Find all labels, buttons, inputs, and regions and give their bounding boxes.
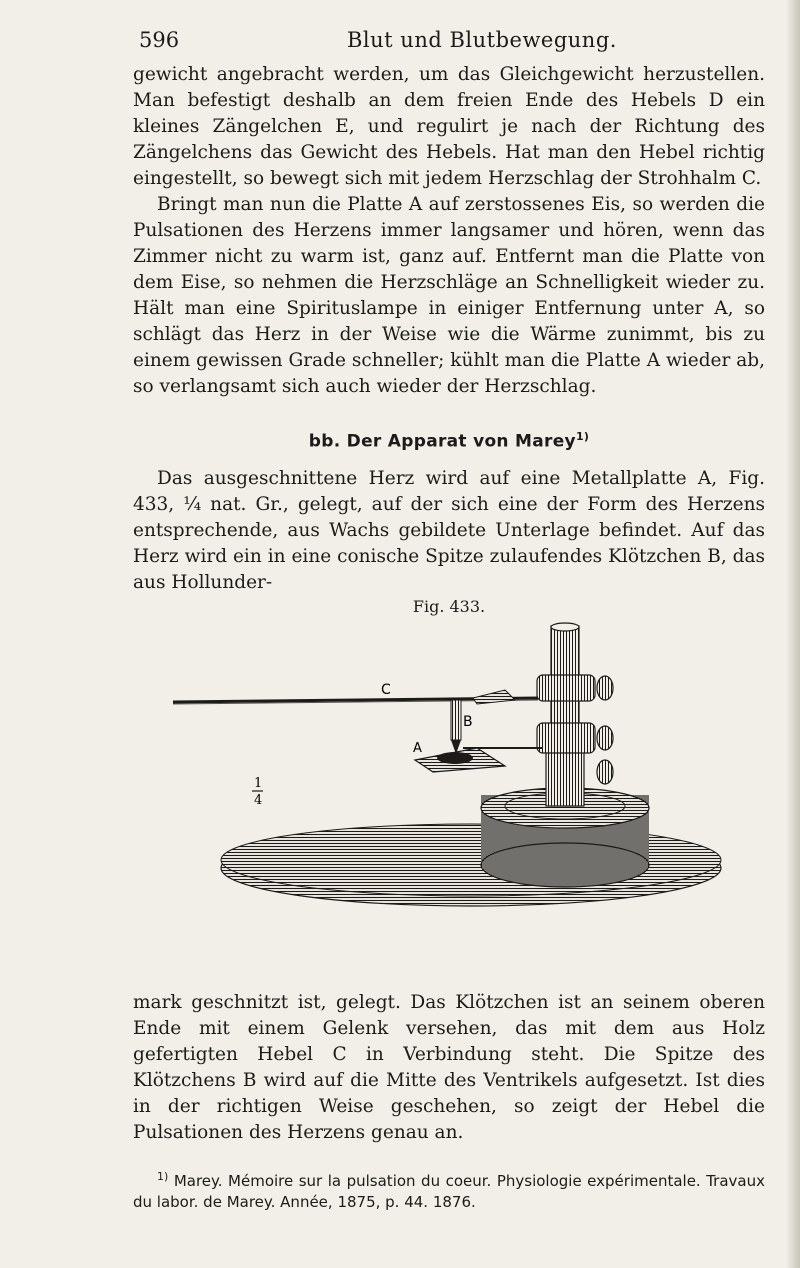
running-header — [139, 28, 765, 62]
footnote-marker: 1) — [157, 1169, 169, 1183]
block-b — [451, 700, 461, 754]
scale-denominator: 4 — [254, 792, 263, 808]
label-c: C — [381, 681, 391, 698]
paragraph-4: mark geschnitzt ist, gelegt. Das Klötzchen ist an seinem oberen Ende mit einem Gelenk versehen, das mit dem aus Holz gefertigten Hebel C in Verbindung steht. Die Spitze des Klötzchens B wird auf die Mitte des Ventrikels aufgesetzt. Ist dies in der richtigen Weise geschehen, so zeigt der Hebel die Pulsationen des Herzens genau an. — [133, 991, 765, 1143]
scale-numerator: 1 — [254, 775, 263, 791]
footnote — [133, 1166, 765, 1213]
marey-apparatus-illustration — [133, 620, 765, 982]
figure-caption: Fig. 433. — [412, 596, 486, 616]
running-title: Blut und Blutbewegung. — [347, 28, 617, 52]
label-a: A — [413, 740, 422, 756]
book-page — [133, 28, 765, 1213]
page-number: 596 — [139, 28, 180, 52]
section-heading — [133, 430, 765, 452]
section-title: bb. Der Apparat von Marey — [308, 431, 576, 452]
paragraph-1: gewicht angebracht werden, um das Gleichgewicht herzustellen. Man befestigt deshalb an dem freien Ende des Hebels D ein kleines Zängelchen E, und regulirt je nach der Richtung des Zängelchens das Gewicht des Hebels. Hat man den Hebel richtig eingestellt, so bewegt sich mit jedem Herzschlag der Strohhalm C. — [133, 64, 765, 189]
footnote-text: Marey. Mémoire sur la pulsation du coeur. Physiologie expérimentale. Travaux du labor. de Marey. Année, 1875, p. 44. 1876. — [133, 1171, 765, 1211]
plate-a — [415, 748, 543, 772]
label-b: B — [463, 713, 473, 730]
footnote-ref: 1) — [575, 430, 590, 443]
vertical-column — [546, 623, 584, 806]
page-edge-shadow — [786, 0, 800, 1268]
paragraph-3: Das ausgeschnittene Herz wird auf eine Metallplatte A, Fig. 433, ¼ nat. Gr., gelegt, auf der sich eine der Form des Herzens entsprechende, aus Wachs gebildete Unterlage befindet. Auf das Herz wird ein in eine conische Spitze zulaufendes Klötzchen B, das aus Hollunder- — [133, 467, 765, 593]
figure-433 — [133, 620, 765, 982]
lever-c — [173, 690, 538, 704]
paragraph-2: Bringt man nun die Platte A auf zerstossenes Eis, so werden die Pulsationen des Herzens immer langsamer und hören, wenn das Zimmer nicht zu warm ist, ganz auf. Entfernt man die Platte von dem Eise, so nehmen die Herzschläge an Schnelligkeit wieder zu. Hält man eine Spirituslampe in einiger Entfernung unter A, so schlägt das Herz in der Weise wie die Wärme zunimmt, bis zu einem gewissen Grade schneller; kühlt man die Platte A wieder ab, so verlangsamt sich auch wieder der Herzschlag. — [133, 194, 765, 397]
